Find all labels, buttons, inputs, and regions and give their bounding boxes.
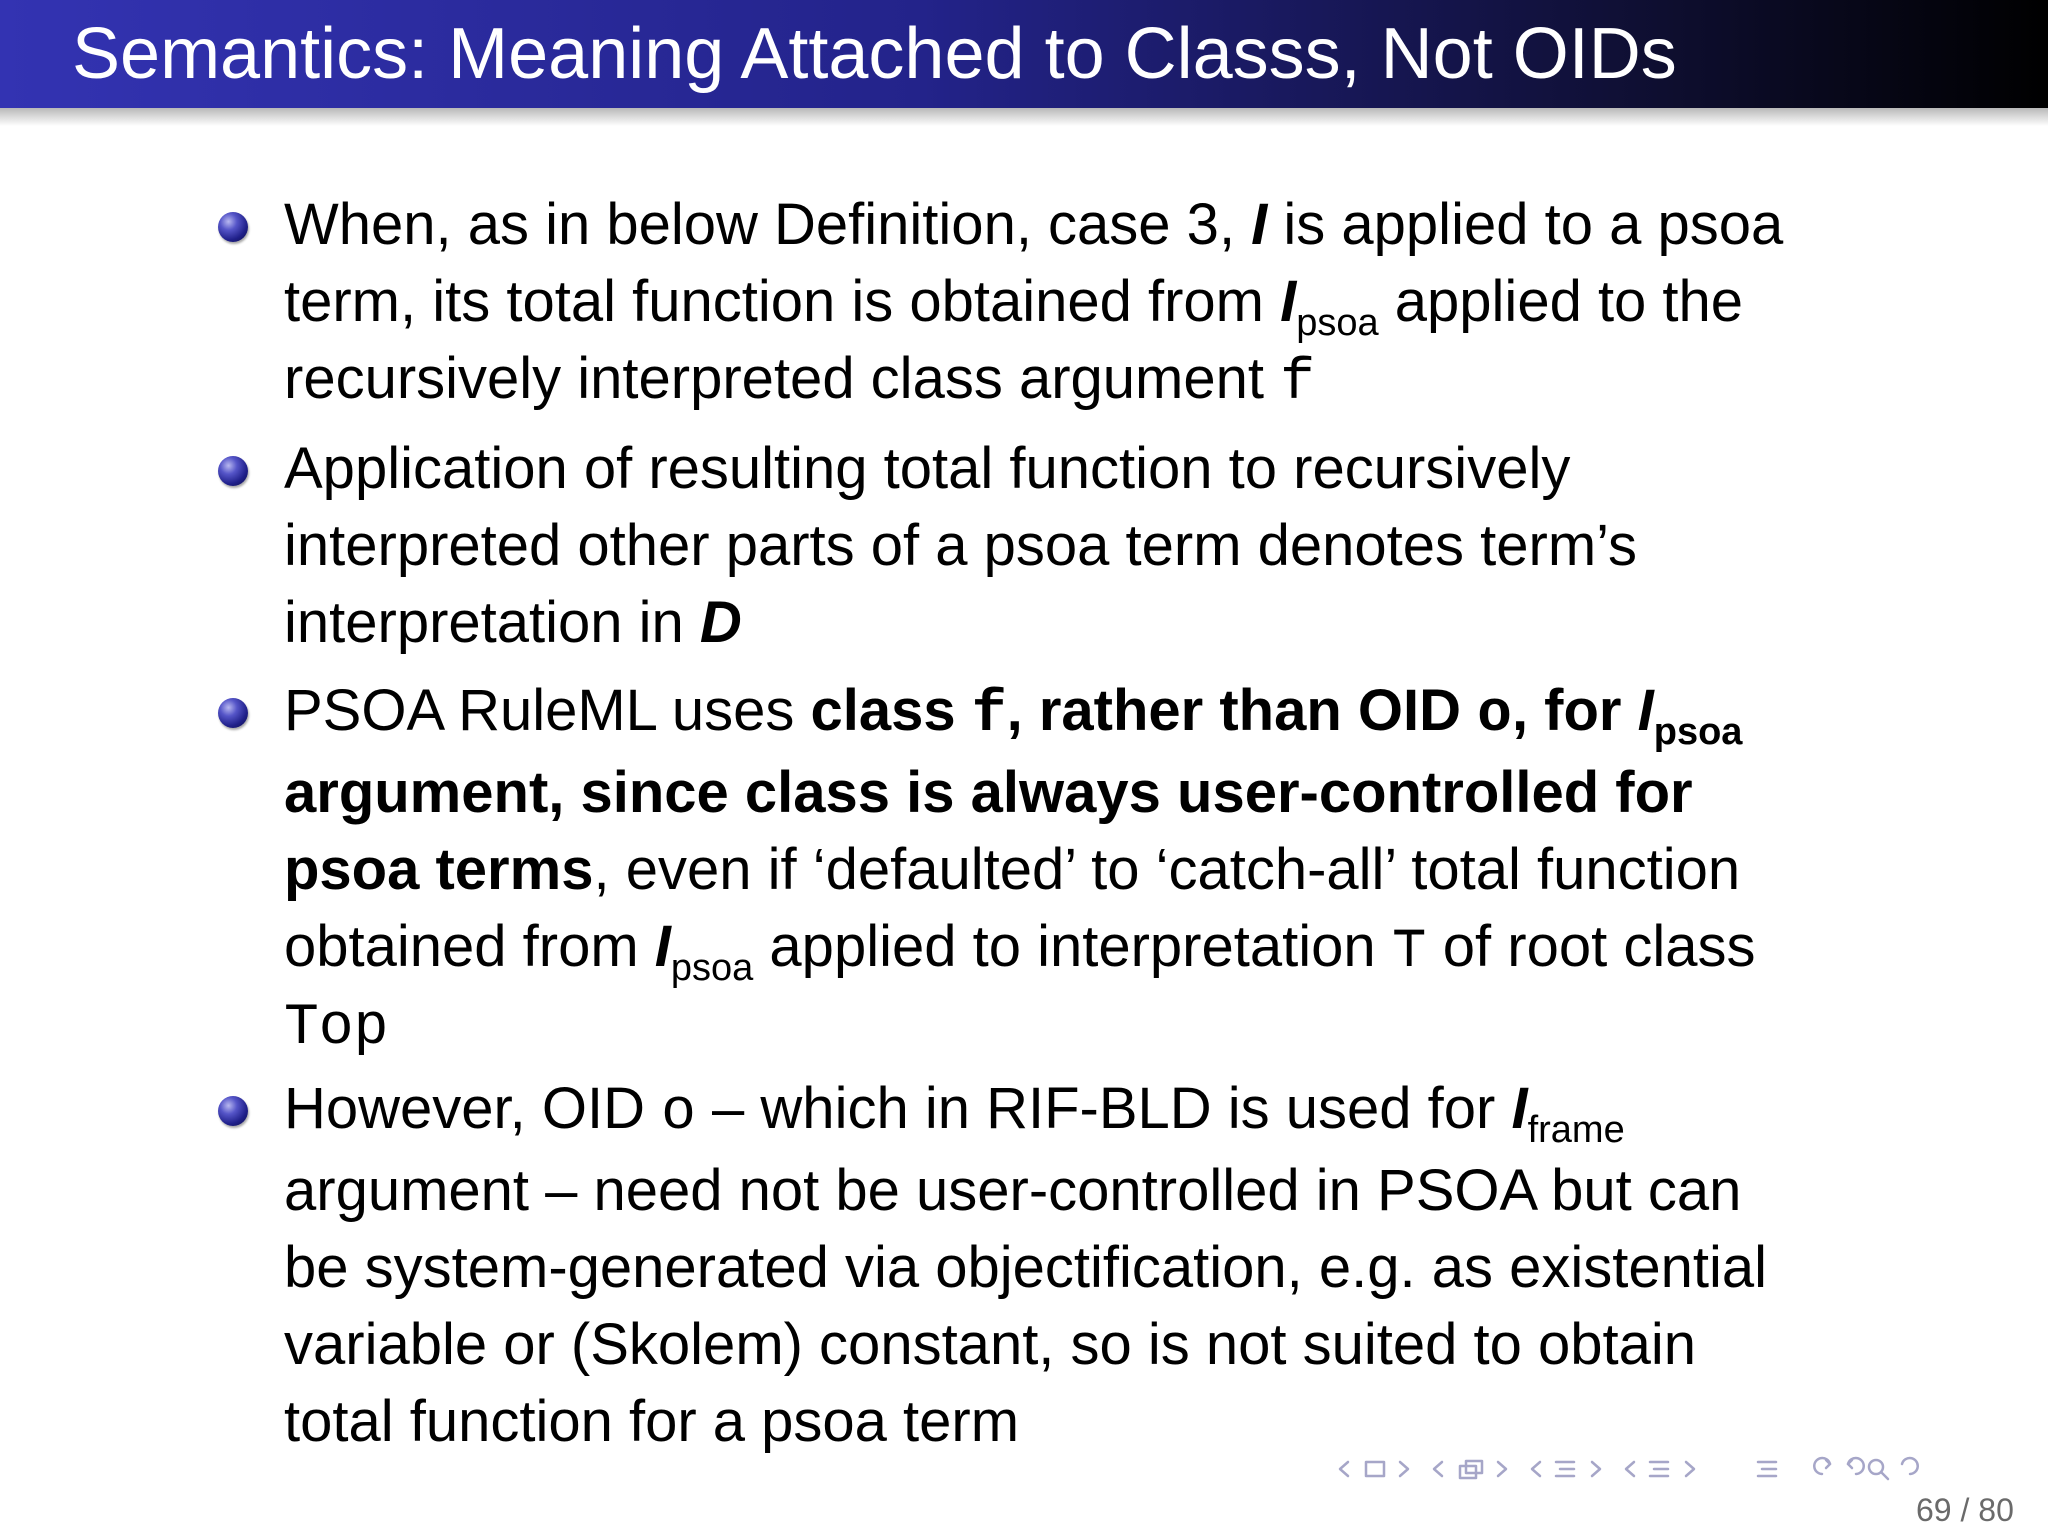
next-document-icon[interactable] <box>1686 1462 1694 1476</box>
bullet-item-4 <box>284 1070 1904 1460</box>
forward-icon[interactable] <box>1848 1458 1864 1474</box>
bullet-1-line-1: When, as in below Definition, case 3, I is applied to a psoa <box>284 192 1784 257</box>
bullet-ball-icon <box>218 698 248 728</box>
prev-document-icon[interactable] <box>1626 1462 1634 1476</box>
bullet-3-line-4: obtained from $I_{psoa}$ applied to interpretation ⊤ of root class <box>284 914 1756 989</box>
bullet-4-line-2: argument – need not be user-controlled in PSOA but can <box>284 1158 1742 1223</box>
navigation-symbols <box>1336 1450 2036 1490</box>
bullet-2-line-2: interpreted other parts of a psoa term denotes term’s <box>284 513 1637 578</box>
prev-section-icon[interactable] <box>1532 1462 1540 1476</box>
back-icon[interactable] <box>1814 1458 1830 1474</box>
prev-frame-icon[interactable] <box>1340 1462 1348 1476</box>
next-frame-icon[interactable] <box>1400 1462 1408 1476</box>
slide-title: Semantics: Meaning Attached to Classs, Not OIDs <box>72 14 1677 94</box>
bullet-2-line-1: Application of resulting total function to recursively <box>284 436 1571 501</box>
beamer-navigation-bar <box>1336 1450 2036 1490</box>
align-icon[interactable] <box>1758 1462 1776 1476</box>
page-number: 69 / 80 <box>1916 1492 2014 1528</box>
section-list-icon[interactable] <box>1556 1462 1574 1476</box>
bullet-4-line-1: However, OID o – which in RIF-BLD is used for $I_{frame}$ <box>284 1076 1625 1151</box>
search-forward-icon[interactable] <box>1902 1458 1918 1474</box>
title-bar-shadow <box>0 108 2048 126</box>
bullet-item-1 <box>284 186 1904 422</box>
subsection-frames-icon[interactable] <box>1460 1461 1482 1478</box>
bullet-4-line-3: be system-generated via objectification, e.g. as existential <box>284 1235 1768 1300</box>
bullet-item-2 <box>284 430 1904 661</box>
document-list-icon[interactable] <box>1650 1462 1668 1476</box>
bullet-4-line-5: total function for a psoa term <box>284 1389 1020 1454</box>
bullet-3-line-5: Top <box>284 996 389 1061</box>
bullet-item-3 <box>284 672 1904 1067</box>
bullet-3-line-1: PSOA RuleML uses class f, rather than OID o, for $I_{psoa}$ <box>284 678 1743 753</box>
next-subsection-icon[interactable] <box>1498 1462 1506 1476</box>
bullet-ball-icon <box>218 212 248 242</box>
search-icon[interactable] <box>1869 1460 1888 1479</box>
bullet-ball-icon <box>218 1096 248 1126</box>
bullet-ball-icon <box>218 456 248 486</box>
frame-icon[interactable] <box>1366 1462 1384 1476</box>
bullet-3-line-3: psoa terms, even if ‘defaulted’ to ‘catch-all’ total function <box>284 837 1741 902</box>
next-section-icon[interactable] <box>1592 1462 1600 1476</box>
prev-subsection-icon[interactable] <box>1434 1462 1442 1476</box>
bullet-1-line-3: recursively interpreted class argument f <box>284 346 1315 416</box>
bullet-4-line-4: variable or (Skolem) constant, so is not suited to obtain <box>284 1312 1697 1377</box>
bullet-1-line-2: term, its total function is obtained from $I_{psoa}$ applied to the <box>284 269 1744 344</box>
bullet-2-line-3: interpretation in D <box>284 590 742 655</box>
bullet-3-line-2: argument, since class is always user-controlled for <box>284 760 1693 825</box>
